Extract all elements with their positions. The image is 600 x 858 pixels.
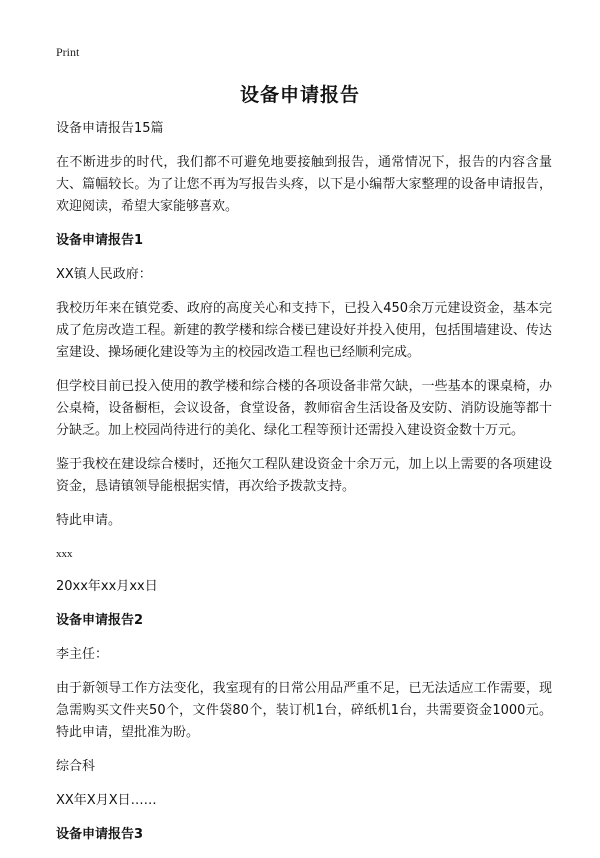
body-paragraph: 但学校目前已投入使用的教学楼和综合楼的各项设备非常欠缺，一些基本的课桌椅，办公桌椅，设备橱柜，会议设备，食堂设备，教师宿舍生活设备及安防、消防设施等都十分缺乏。加上校园尚待进行的美化、绿化工程等预计还需投入建设资金数十万元。 bbox=[56, 379, 552, 438]
intro-paragraph: 在不断进步的时代，我们都不可避免地要接触到报告，通常情况下，报告的内容含量大、篇幅较长。为了让您不再为写报告头疼，以下是小编帮大家整理的设备申请报告，欢迎阅读，希望大家能够喜欢。 bbox=[56, 155, 552, 214]
section-heading: 设备申请报告1 bbox=[56, 233, 144, 248]
body-paragraph: 由于新领导工作方法变化，我室现有的日常公用品严重不足，已无法适应工作需要，现急需购买文件夹50个，文件袋80个，装订机1台，碎纸机1台，共需要资金1000元。 特此申请，望批准为盼。 bbox=[56, 681, 552, 740]
section-heading: 设备申请报告2 bbox=[56, 613, 144, 628]
document-subtitle: 设备申请报告15篇 bbox=[56, 121, 164, 136]
body-paragraph: 鉴于我校在建设综合楼时，还拖欠工程队建设资金十余万元，加上以上需要的各项建设资金，恳请镇领导能根据实情，再次给予拨款支持。 bbox=[56, 457, 552, 494]
document-body bbox=[56, 118, 552, 858]
closing-line: 特此申请。 bbox=[56, 513, 122, 528]
body-paragraph: 我校历年来在镇党委、政府的高度关心和支持下，已投入450余万元建设资金，基本完成了危房改造工程。新建的教学楼和综合楼已建设好并投入使用，包括围墙建设、传达室建设、操场硬化建设等为主的校园改造工程也已经顺利完成。 bbox=[56, 301, 552, 360]
salutation: 李主任： bbox=[56, 647, 109, 662]
section-heading: 设备申请报告3 bbox=[56, 827, 144, 842]
date-line: 20xx年xx月xx日 bbox=[56, 579, 158, 594]
signature: xxx bbox=[56, 548, 73, 560]
print-link[interactable]: Print bbox=[56, 45, 80, 59]
document-title: 设备申请报告 bbox=[239, 84, 360, 106]
salutation: XX镇人民政府： bbox=[56, 267, 152, 282]
signature: 综合科 bbox=[56, 759, 96, 774]
date-line: XX年X月X日…… bbox=[56, 793, 157, 808]
